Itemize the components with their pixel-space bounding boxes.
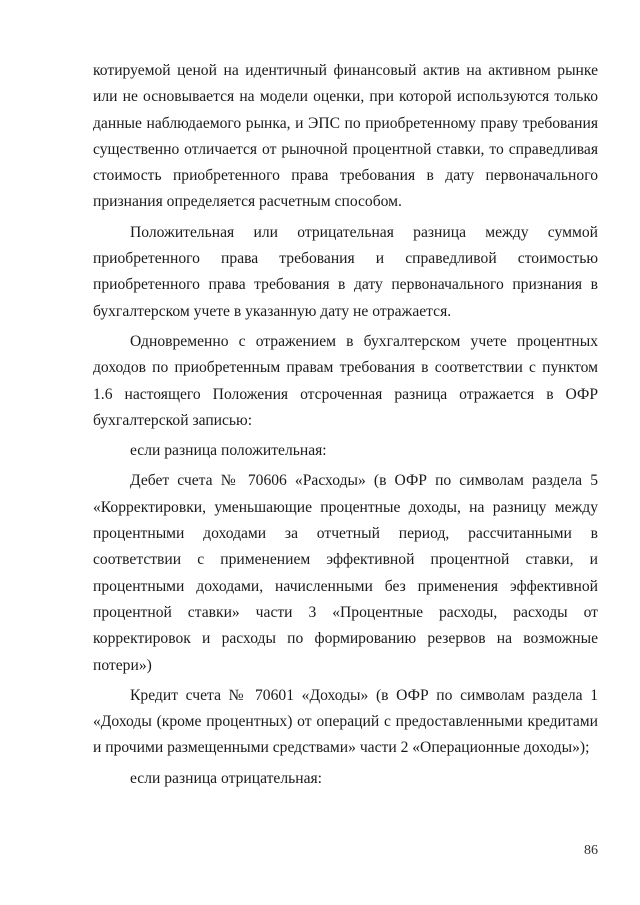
paragraph-7: если разница отрицательная: <box>130 769 322 787</box>
page-number: 86 <box>584 843 598 858</box>
document-page <box>93 58 598 792</box>
paragraph-5: Дебет счета № 70606 «Расходы» (в ОФР по символам раздела 5 «Корректировки, уменьшающие процентные доходы, на разницу между процентными доходами за отчетный период, рассчитанными в соответствии с применением эффективной процентной ставки, и процентными доходами, начисленными без применения эффективной процентной ставки» части 3 «Процентные расходы, расходы от корректировок и расходы по формированию резервов на возможные потери») <box>93 472 598 674</box>
paragraph-1: котируемой ценой на идентичный финансовый актив на активном рынке или не основывается на модели оценки, при которой используются только данные наблюдаемого рынка, и ЭПС по приобретенному праву требования существенно отличается от рыночной процентной ставки, то справедливая стоимость приобретенного права требования в дату первоначального признания определяется расчетным способом. <box>93 62 598 211</box>
paragraph-4: если разница положительная: <box>130 442 327 460</box>
paragraph-2: Положительная или отрицательная разница между суммой приобретенного права требования и справедливой стоимостью приобретенного права требования в дату первоначального признания в бухгалтерском учете в указанную дату не отражается. <box>93 223 598 320</box>
paragraph-6: Кредит счета № 70601 «Доходы» (в ОФР по символам раздела 1 «Доходы (кроме процентных) от операций с предоставленными кредитами и прочими размещенными средствами» части 2 «Операционные доходы»); <box>93 686 598 757</box>
paragraph-3: Одновременно с отражением в бухгалтерском учете процентных доходов по приобретенным правам требования в соответствии с пунктом 1.6 настоящего Положения отсроченная разница отражается в ОФР бухгалтерской записью: <box>93 332 598 429</box>
